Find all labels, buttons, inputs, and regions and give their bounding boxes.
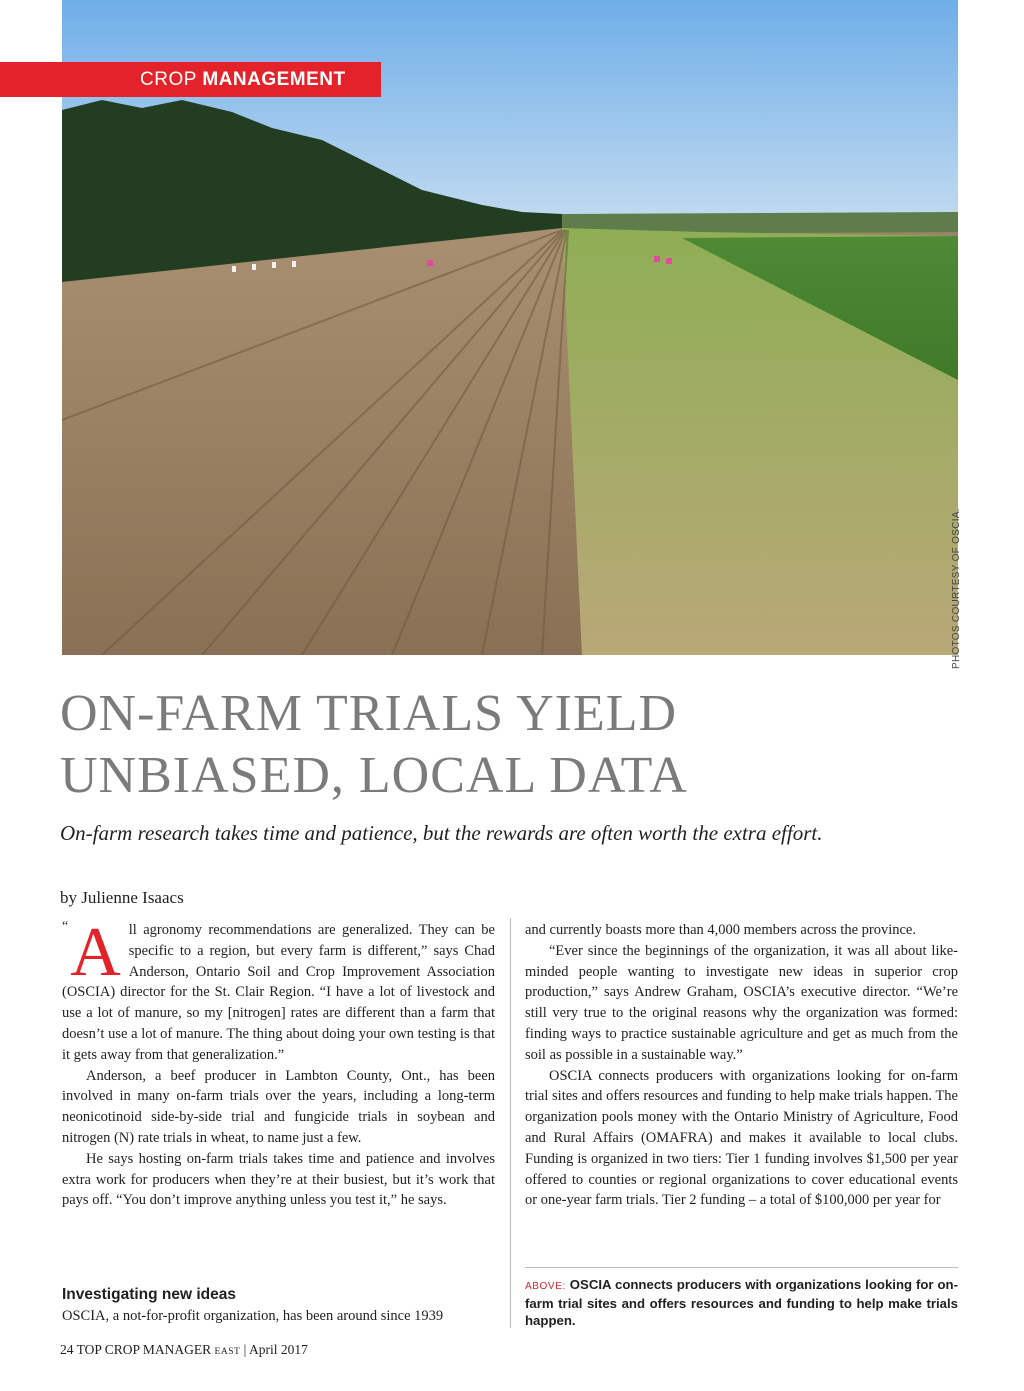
open-quote: “ — [62, 919, 69, 934]
paragraph-1 — [62, 914, 495, 1066]
caption-rule — [525, 1267, 958, 1268]
caption-label: ABOVE: — [525, 1281, 566, 1292]
paragraph-1-text: ll agronomy recommendations are generalized. They can be specific to a region, but every farm is different,” says Chad Anderson, Ontario Soil and Crop Improvement Association (OSCIA) director for the St. Clair Region. “I have a lot of livestock and use a lot of manure, so my [nitrogen] rates are different than a farm that doesn’t use a lot of manure. The thing about doing your own testing is that it gets away from that generalization.” — [62, 922, 495, 1063]
drop-cap: A — [70, 914, 121, 991]
paragraph-6: “Ever since the beginnings of the organization, it was all about like-minded people wanting to investigate new ideas in superior crop production,” says Andrew Graham, OSCIA’s executive director. “We’re still very true to the original reasons why the organization was formed: finding ways to practice sustainable agriculture and get as much from the soil as possible in a sustainable way.” — [525, 942, 958, 1063]
paragraph-5: and currently boasts more than 4,000 members across the province. — [525, 922, 916, 938]
magazine-name: TOP CROP MANAGER — [76, 1342, 212, 1357]
field-photo-illustration — [62, 0, 958, 655]
hero-photo — [62, 0, 958, 655]
page-number: 24 — [60, 1342, 74, 1357]
caption-text: OSCIA connects producers with organizations looking for on-farm trial sites and offers resources and funding to help make trials happen. — [525, 1277, 958, 1328]
section-label-bold: MANAGEMENT — [202, 69, 346, 90]
paragraph-3: He says hosting on-farm trials takes time and patience and involves extra work for producers when they’re at their busiest, but it’s work that pays off. “You don’t improve anything unless you test it,” he says. — [62, 1150, 495, 1209]
magazine-edition: EAST — [214, 1347, 241, 1357]
paragraph-4: OSCIA, a not-for-profit organization, has been around since 1939 — [62, 1308, 444, 1324]
page-footer — [60, 1341, 308, 1361]
headline-line-1: ON-FARM TRIALS YIELD — [60, 685, 678, 742]
headline-line-2: UNBIASED, LOCAL DATA — [60, 747, 688, 804]
issue-date: April 2017 — [249, 1342, 308, 1357]
headline — [60, 683, 960, 807]
paragraph-7: OSCIA connects producers with organizations looking for on-farm trial sites and offers resources and funding to help make trials happen. The organization pools money with the Ontario Ministry of Agriculture, Food and Rural Affairs (OMAFRA) and makes it available to local clubs. Funding is organized in two tiers: Tier 1 funding involves $1,500 per year offered to counties or regional organizations to cover educational events or one-year farm trials. Tier 2 funding – a total of $100,000 per year for — [525, 1067, 958, 1209]
section-label — [0, 62, 381, 97]
section-label-light: CROP — [140, 69, 197, 90]
article-column-2 — [525, 920, 958, 1211]
subheading: Investigating new ideas — [62, 1286, 236, 1303]
paragraph-2: Anderson, a beef producer in Lambton County, Ont., has been involved in many on-farm trials over the years, including a long-term neonicotinoid side-by-side trial and fungicide trials in soybean and nitrogen (N) rate trials in wheat, to name just a few. — [62, 1067, 495, 1146]
footer-separator: | — [243, 1342, 247, 1357]
deck-subtitle: On-farm research takes time and patience, but the rewards are often worth the extra effort. — [60, 821, 823, 845]
column-divider — [510, 918, 511, 1328]
photo-caption — [525, 1276, 958, 1329]
photo-credit: PHOTOS COURTESY OF OSCIA. — [951, 508, 962, 669]
article-column-1 — [62, 914, 495, 1211]
byline: by Julienne Isaacs — [60, 888, 184, 907]
